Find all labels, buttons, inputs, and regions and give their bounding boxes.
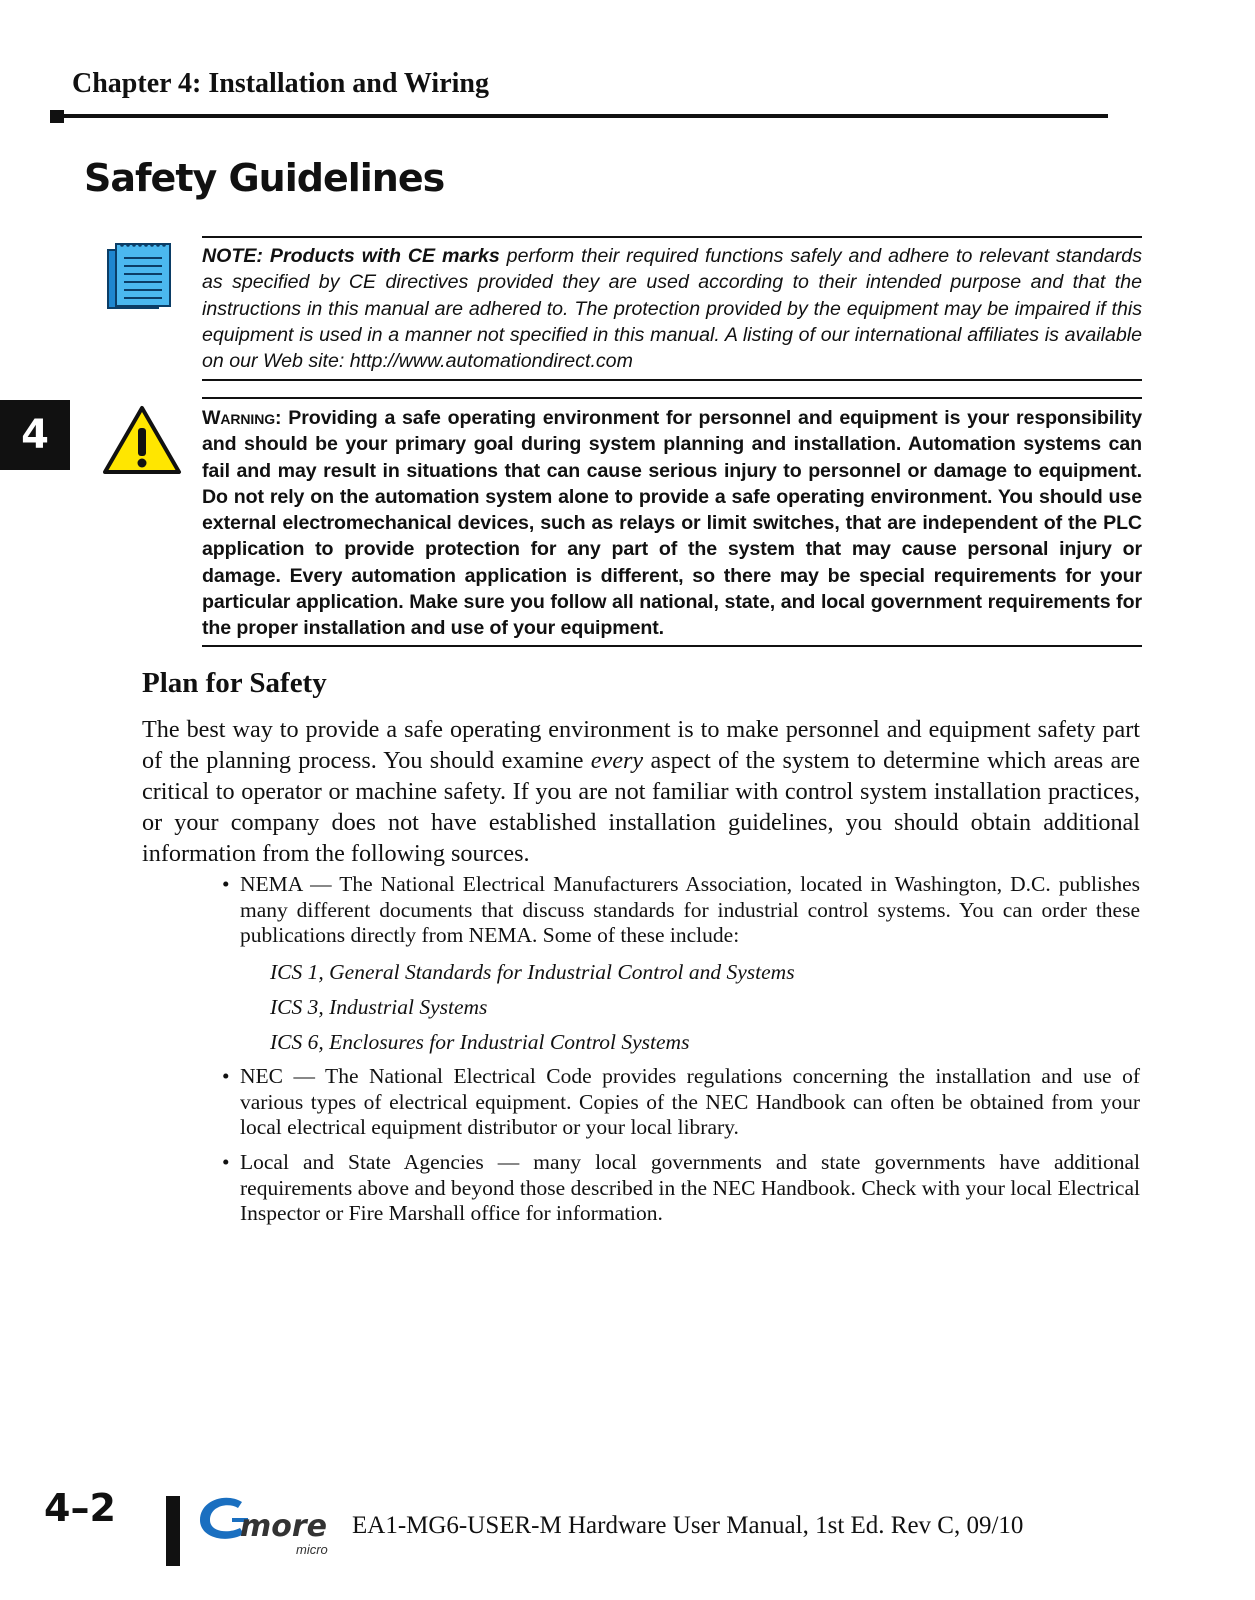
subsection-title: Plan for Safety <box>142 667 327 699</box>
intro-part1: The best way to provide a safe operating environment is to make personnel and equipment safety part of the planning process. You should examine <box>142 716 1140 774</box>
logo-sub: micro <box>296 1542 328 1556</box>
header-rule <box>52 114 1108 118</box>
bullet-nema <box>222 872 1140 949</box>
bullet-dot: • <box>222 1064 230 1088</box>
intro-part2: aspect of the system to determine which areas are critical to operator or machine safety. If you are not familiar with control system installation practices, or your company does not have established installation guidelines, you should obtain additional information from the following sources. <box>142 747 1140 867</box>
warning-box <box>202 397 1142 647</box>
chapter-tab: 4 <box>0 400 70 470</box>
bullet-nec <box>222 1064 1140 1141</box>
bullet-dot: • <box>222 1150 230 1174</box>
bullet-dot: • <box>222 872 230 896</box>
intro-paragraph <box>142 714 1140 869</box>
header-rule-marker <box>50 110 64 123</box>
cmore-micro-logo <box>196 1494 348 1556</box>
publication-item: ICS 6, Enclosures for Industrial Control Systems <box>270 1030 690 1054</box>
bullet-text: NEMA — The National Electrical Manufacturers Association, located in Washington, D.C. publishes many different documents that discuss standards for industrial control systems. You can order these publications directly from NEMA. Some of these include: <box>240 872 1140 948</box>
warning-triangle-icon <box>102 404 182 476</box>
bullet-text: Local and State Agencies — many local governments and state governments have additional requirements above and beyond those described in the NEC Handbook. Check with your local Electrical Inspector or Fire Marshall office for information. <box>240 1150 1140 1226</box>
publication-item: ICS 1, General Standards for Industrial Control and Systems <box>270 960 795 984</box>
publication-item: ICS 3, Industrial Systems <box>270 995 488 1019</box>
section-title: Safety Guidelines <box>84 156 445 200</box>
page-number: 4–2 <box>44 1486 116 1530</box>
manual-reference: EA1-MG6-USER-M Hardware User Manual, 1st Ed. Rev C, 09/10 <box>352 1512 1024 1539</box>
note-box <box>202 236 1142 381</box>
chapter-heading: Chapter 4: Installation and Wiring <box>72 68 489 99</box>
note-text: perform their required functions safely and adhere to relevant standards as specified by CE directives provided they are used according to their intended purpose and that the instructions in this manual are adhered to. The protection provided by the equipment may be impaired if this equipment is used in a manner not specified in this manual. A listing of our international affiliates is available on our Web site: http://www.automationdirect.com <box>202 245 1142 373</box>
bullet-local-agencies <box>222 1150 1140 1227</box>
footer-divider <box>166 1496 180 1566</box>
bullet-text: NEC — The National Electrical Code provides regulations concerning the installation and use of various types of electrical equipment. Copies of the NEC Handbook can often be obtained from your local electrical equipment distributor or your local library. <box>240 1064 1140 1140</box>
warning-lead: Warning: <box>202 407 282 429</box>
logo-word: more <box>240 1509 328 1544</box>
intro-emphasis: every <box>590 747 644 774</box>
note-lead: NOTE: Products with CE marks <box>202 245 500 267</box>
warning-text: Providing a safe operating environment for personnel and equipment is your responsibility and should be your primary goal during system planning and installation. Automation systems can fail and may result in situations that can cause serious injury to personnel or damage to equipment. Do not rely on the automation system alone to provide a safe operating environment. You should use external electromechanical devices, such as relays or limit switches, that are independent of the PLC application to provide protection for any part of the system that may cause personal injury or damage. Every automation application is different, so there may be special requirements for your particular application. Make sure you follow all national, state, and local government requirements for the proper installation and use of your equipment. <box>202 407 1142 640</box>
notepad-icon <box>106 242 176 312</box>
